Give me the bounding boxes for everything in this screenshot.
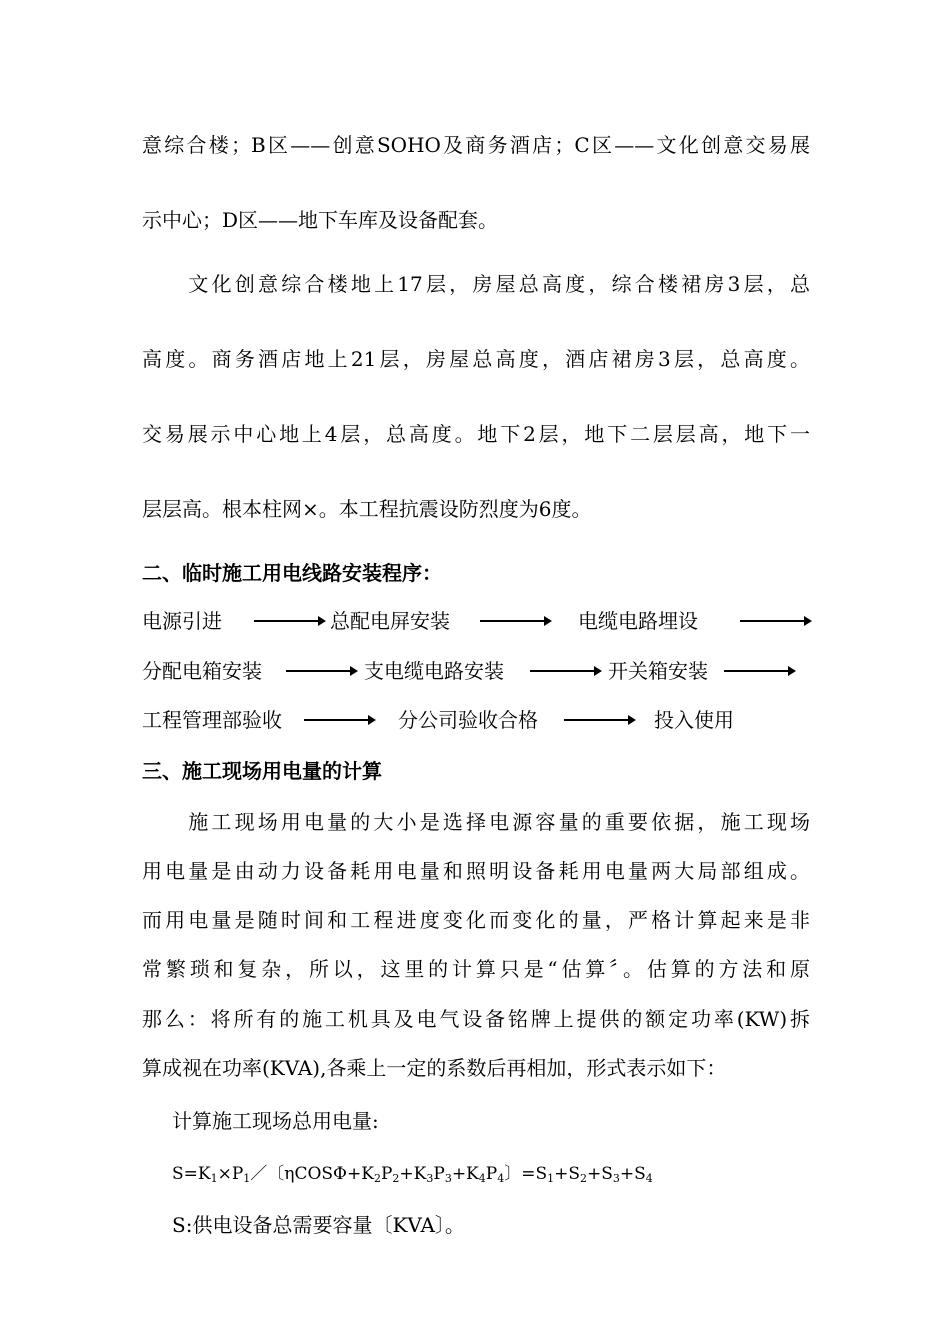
formula-sub: 2 [392,1172,400,1185]
formula-text: +S [554,1164,580,1184]
arrow-icon [304,719,374,721]
formula-text: ／〔ηCOSΦ+K [250,1164,374,1184]
paragraph-line: 意综合楼；B区——创意SOHO及商务酒店；C区——文化创意交易展 [142,133,810,157]
formula-sub: 4 [645,1172,653,1185]
flow-step: 分配电箱安装 [142,659,262,683]
flow-row [142,607,822,635]
paragraph-line: 示中心；D区——地下车库及设备配套。 [142,208,499,232]
paragraph-line: 施工现场用电量的大小是选择电源容量的重要依据，施工现场 [142,810,810,834]
formula-text: +K [399,1164,427,1184]
formula-sub: 1 [547,1172,555,1185]
flow-row [142,657,802,685]
flow-step: 投入使用 [654,708,734,732]
arrow-icon [286,670,356,672]
paragraph-line: 高度。商务酒店地上21层，房屋总高度，酒店裙房3层，总高度。 [142,347,810,371]
formula [172,1160,653,1193]
flow-step: 支电缆电路安装 [364,659,504,683]
formula-sub: 2 [373,1172,381,1185]
formula-sub: 2 [580,1172,587,1185]
flow-step: 电缆电路埋设 [578,609,698,633]
calc-title: 计算施工现场总用电量: [172,1109,379,1133]
arrow-icon [740,620,810,622]
paragraph-line: 文化创意综合楼地上17层，房屋总高度，综合楼裙房3层，总 [142,272,810,296]
formula-text: ×P [217,1164,244,1184]
arrow-icon [530,670,600,672]
flow-step: 分公司验收合格 [398,708,538,732]
formula-text: S=K [172,1164,211,1184]
formula-text: P [433,1164,445,1184]
flow-step: 电源引进 [142,609,222,633]
formula-sub: 3 [444,1172,452,1185]
arrow-icon [254,620,324,622]
formula-text: +S [587,1164,613,1184]
paragraph-line: 常繁琐和复杂，所以，这里的计算只是“估算〞。估算的方法和原 [142,957,810,981]
paragraph-line: 层层高。根本柱网×。本工程抗震设防烈度为6度。 [142,497,592,521]
paragraph-line: 而用电量是随时间和工程进度变化而变化的量，严格计算起来是非 [142,908,810,932]
paragraph-line: 算成视在功率(KVA),各乘上一定的系数后再相加，形式表示如下： [142,1056,727,1080]
formula-sub: 1 [210,1172,218,1185]
arrow-icon [564,719,634,721]
arrow-icon [480,620,550,622]
formula-sub: 1 [243,1172,251,1185]
flow-step: 工程管理部验收 [142,708,282,732]
formula-text: P [380,1164,393,1184]
formula-sub: 3 [612,1172,620,1185]
flow-step: 开关箱安装 [608,659,708,683]
section-heading: 二、临时施工用电线路安装程序： [142,561,442,585]
paragraph-line: 那么：将所有的施工机具及电气设备铭牌上提供的额定功率(KW)拆 [142,1007,810,1031]
flow-step: 总配电屏安装 [330,609,450,633]
formula-sub: 3 [426,1172,434,1185]
paragraph-line: 交易展示中心地上4层，总高度。地下2层，地下二层层高，地下一 [142,422,810,446]
formula-sub: 4 [497,1172,505,1185]
definition-line: S:供电设备总需要容量〔KVA〕。 [172,1213,465,1237]
flow-row [142,706,752,734]
formula-text: P [485,1164,498,1184]
formula-text: +S [619,1164,646,1184]
formula-sub: 4 [478,1172,486,1185]
paragraph-line: 用电量是由动力设备耗用电量和照明设备耗用电量两大局部组成。 [142,859,810,883]
formula-text: +K [451,1164,479,1184]
section-heading: 三、施工现场用电量的计算 [142,759,382,783]
formula-text: 〕=S [504,1164,548,1184]
arrow-icon [724,670,794,672]
